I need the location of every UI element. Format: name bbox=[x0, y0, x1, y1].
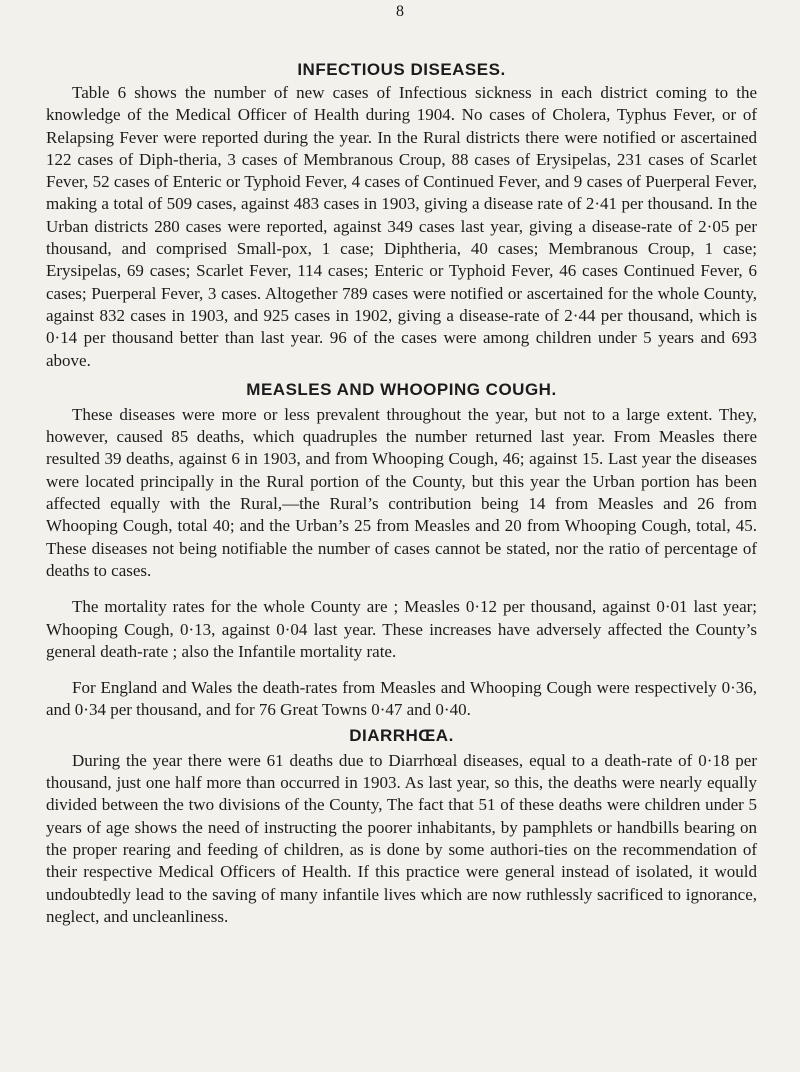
section-measles-whooping-cough bbox=[46, 378, 757, 722]
paragraph: For England and Wales the death-rates from Measles and Whooping Cough were respectively 0·36, and 0·34 per thousand, and for 76 Great Towns 0·47 and 0·40. bbox=[46, 678, 757, 720]
section-infectious-diseases bbox=[46, 58, 757, 372]
paragraph: During the year there were 61 deaths due to Diarrhœal diseases, equal to a death-rate of 0·18 per thousand, just one half more than occurred in 1903. As last year, so this, the deaths were nearly equally divided between the two divisions of the County, The fact that 51 of these deaths were children under 5 years of age shows the need of instructing the poorer inhabitants, by pamphlets or handbills bearing on the proper rearing and feeding of children, as is done by some authori-ties on the recommendation of their respective Medical Officers of Health. If this practice were general instead of isolated, it would undoubtedly lead to the saving of many infantile lives which are now ruthlessly sacrificed to ignorance, neglect, and uncleanliness. bbox=[46, 750, 757, 926]
page-number: 8 bbox=[396, 3, 404, 20]
paragraph: These diseases were more or less prevalent throughout the year, but not to a large extent. They, however, caused 85 deaths, which quadruples the number returned last year. From Measles there resulted 39 deaths, against 6 in 1903, and from Whooping Cough, 46; against 15. Last year the diseases were located principally in the Rural portion of the County, but this year the Urban portion has been affected equally with the Rural,—the Rural’s contribution being 14 from Measles and 26 from Whooping Cough, total 40; and the Urban’s 25 from Measles and 20 from Whooping Cough, total, 45. These diseases not being notifiable the number of cases cannot be stated, nor the ratio of percentage of deaths to cases. bbox=[46, 404, 757, 580]
section-heading: MEASLES AND WHOOPING COUGH. bbox=[246, 379, 557, 399]
section-heading: INFECTIOUS DISEASES. bbox=[297, 60, 506, 79]
page-content bbox=[46, 58, 757, 928]
section-diarrhoea bbox=[46, 724, 757, 928]
paragraph: Table 6 shows the number of new cases of Infectious sickness in each district coming to the knowledge of the Medical Officer of Health during 1904. No cases of Cholera, Typhus Fever, or of Relapsing Fever were reported during the year. In the Rural districts there were notified or ascertained 122 cases of Diph-theria, 3 cases of Membranous Croup, 88 cases of Erysipelas, 231 cases of Scarlet Fever, 52 cases of Enteric or Typhoid Fever, 4 cases of Continued Fever, and 9 cases of Puerperal Fever, making a total of 509 cases, against 483 cases in 1903, giving a disease rate of 2·41 per thousand. In the Urban districts 280 cases were reported, against 349 cases last year, giving a disease-rate of 2·05 per thousand, and comprised Small-pox, 1 case; Diphtheria, 40 cases; Membranous Croup, 1 case; Erysipelas, 69 cases; Scarlet Fever, 114 cases; Enteric or Typhoid Fever, 46 cases Continued Fever, 6 cases; Puerperal Fever, 3 cases. Altogether 789 cases were notified or ascertained for the whole County, against 832 cases in 1903, and 925 cases in 1902, giving a disease-rate of 2·44 per thousand, which is 0·14 per thousand better than last year. 96 of the cases were among children under 5 years and 693 above. bbox=[46, 83, 757, 370]
section-heading: DIARRHŒA. bbox=[349, 725, 454, 745]
paragraph: The mortality rates for the whole County are ; Measles 0·12 per thousand, against 0·01 last year; Whooping Cough, 0·13, against 0·04 last year. These increases have adversely affected the County’s general death-rate ; also the Infantile mortality rate. bbox=[46, 597, 757, 661]
